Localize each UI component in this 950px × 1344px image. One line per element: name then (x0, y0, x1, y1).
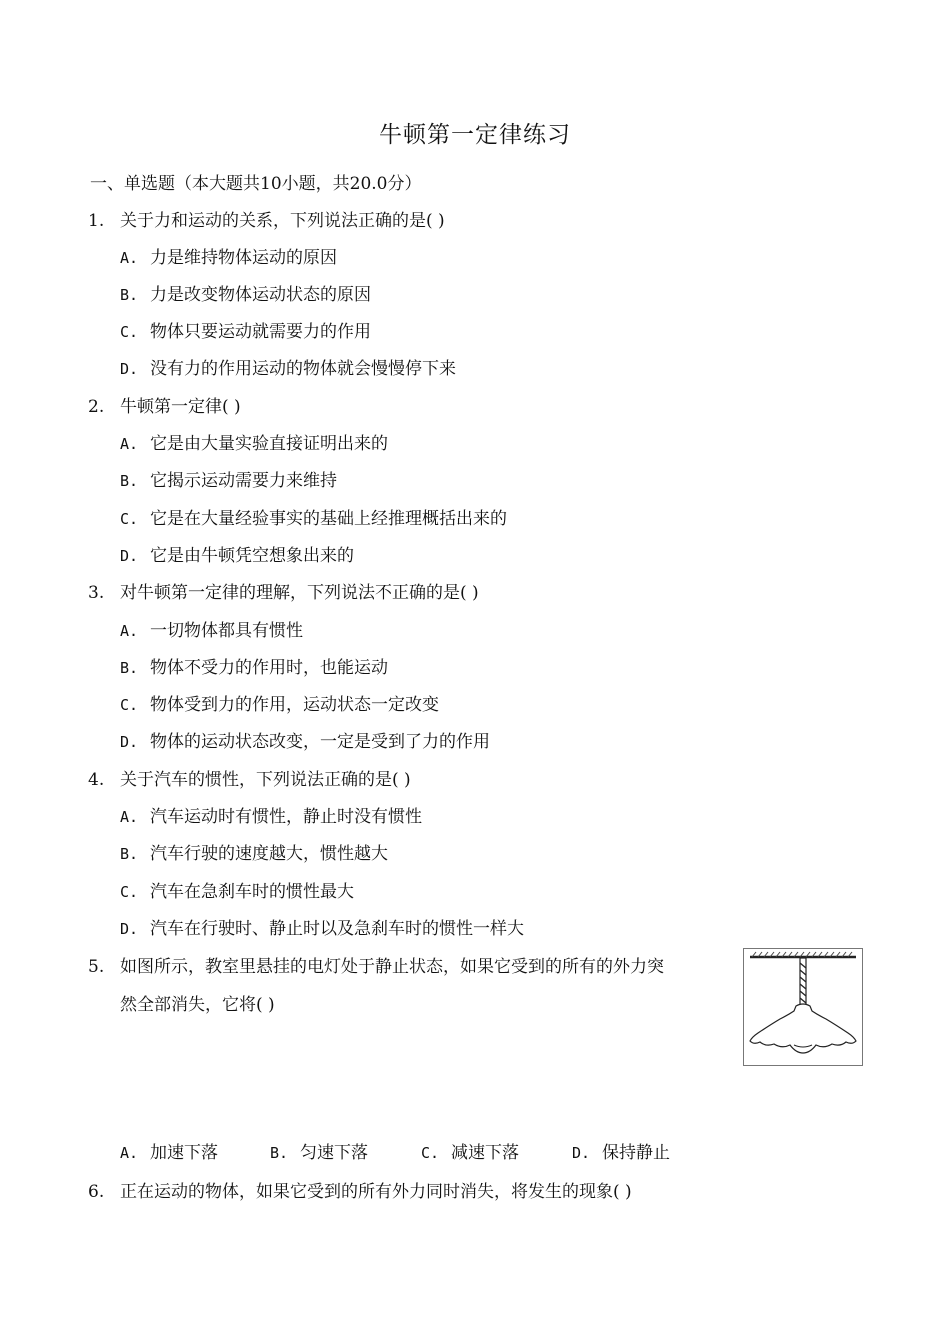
option-label: B. (120, 845, 139, 863)
option-text: 汽车在急刹车时的惯性最大 (150, 882, 354, 902)
question-3-option-a[interactable] (120, 619, 303, 643)
option-label: A. (120, 808, 139, 826)
option-label: B. (120, 286, 139, 304)
option-text: 它是在大量经验事实的基础上经推理概括出来的 (150, 509, 507, 529)
option-label: C. (120, 696, 139, 714)
option-text: 物体不受力的作用时，也能运动 (150, 658, 388, 678)
question-6-number: 6. (88, 1182, 105, 1202)
question-2-option-b[interactable] (120, 469, 337, 493)
question-5-option-a[interactable] (120, 1141, 218, 1165)
option-text: 力是改变物体运动状态的原因 (150, 285, 371, 305)
question-3-stem: 对牛顿第一定律的理解，下列说法不正确的是( ) (120, 583, 479, 603)
option-text: 它揭示运动需要力来维持 (150, 471, 337, 491)
question-1-option-d[interactable] (120, 357, 456, 381)
option-label: D. (120, 920, 139, 938)
question-2-number: 2. (88, 397, 105, 417)
question-5-option-d[interactable] (572, 1141, 670, 1165)
option-label: A. (120, 249, 139, 267)
option-label: A. (120, 435, 139, 453)
option-text: 物体受到力的作用，运动状态一定改变 (150, 695, 439, 715)
option-label: C. (120, 510, 139, 528)
option-text: 没有力的作用运动的物体就会慢慢停下来 (150, 359, 456, 379)
question-4-stem: 关于汽车的惯性，下列说法正确的是( ) (120, 770, 411, 790)
question-3-option-c[interactable] (120, 693, 439, 717)
option-text: 匀速下落 (300, 1143, 368, 1163)
option-text: 加速下落 (150, 1143, 218, 1163)
question-4-number: 4. (88, 770, 105, 790)
option-label: D. (572, 1144, 591, 1162)
question-1-option-b[interactable] (120, 283, 371, 307)
page-title: 牛顿第一定律练习 (379, 122, 571, 148)
question-5-stem-line1: 如图所示，教室里悬挂的电灯处于静止状态，如果它受到的所有的外力突 (120, 957, 664, 977)
option-text: 汽车运动时有惯性，静止时没有惯性 (150, 807, 422, 827)
question-1-option-a[interactable] (120, 246, 337, 270)
question-3-number: 3. (88, 583, 105, 603)
option-label: A. (120, 1144, 139, 1162)
option-text: 它是由牛顿凭空想象出来的 (150, 546, 354, 566)
question-4-option-d[interactable] (120, 917, 524, 941)
lamp-illustration (744, 949, 862, 1065)
option-label: D. (120, 733, 139, 751)
option-label: C. (120, 883, 139, 901)
question-2-stem: 牛顿第一定律( ) (120, 397, 241, 417)
question-6-stem: 正在运动的物体，如果它受到的所有外力同时消失，将发生的现象( ) (120, 1182, 632, 1202)
option-text: 保持静止 (602, 1143, 670, 1163)
section-heading: 一、单选题（本大题共10小题，共20.0分） (90, 174, 422, 194)
hanging-lamp-figure (743, 948, 863, 1066)
question-3-option-b[interactable] (120, 656, 388, 680)
option-text: 汽车行驶的速度越大，惯性越大 (150, 844, 388, 864)
option-label: C. (421, 1144, 440, 1162)
option-text: 汽车在行驶时、静止时以及急刹车时的惯性一样大 (150, 919, 524, 939)
option-label: B. (120, 472, 139, 490)
question-2-option-d[interactable] (120, 544, 354, 568)
option-text: 力是维持物体运动的原因 (150, 248, 337, 268)
question-4-option-b[interactable] (120, 842, 388, 866)
question-2-option-a[interactable] (120, 432, 388, 456)
question-5-number: 5. (88, 957, 105, 977)
option-text: 物体只要运动就需要力的作用 (150, 322, 371, 342)
option-label: D. (120, 547, 139, 565)
question-1-stem: 关于力和运动的关系，下列说法正确的是( ) (120, 211, 445, 231)
option-label: A. (120, 622, 139, 640)
question-1-number: 1. (88, 211, 105, 231)
option-label: B. (120, 659, 139, 677)
question-4-option-a[interactable] (120, 805, 422, 829)
option-label: C. (120, 323, 139, 341)
option-text: 一切物体都具有惯性 (150, 621, 303, 641)
question-5-option-c[interactable] (421, 1141, 519, 1165)
option-text: 物体的运动状态改变，一定是受到了力的作用 (150, 732, 490, 752)
question-4-option-c[interactable] (120, 880, 354, 904)
question-2-option-c[interactable] (120, 507, 507, 531)
question-5-option-b[interactable] (270, 1141, 368, 1165)
option-label: B. (270, 1144, 289, 1162)
option-label: D. (120, 360, 139, 378)
question-1-option-c[interactable] (120, 320, 371, 344)
option-text: 减速下落 (451, 1143, 519, 1163)
question-5-stem-line2: 然全部消失，它将( ) (120, 995, 275, 1015)
option-text: 它是由大量实验直接证明出来的 (150, 434, 388, 454)
question-3-option-d[interactable] (120, 730, 490, 754)
